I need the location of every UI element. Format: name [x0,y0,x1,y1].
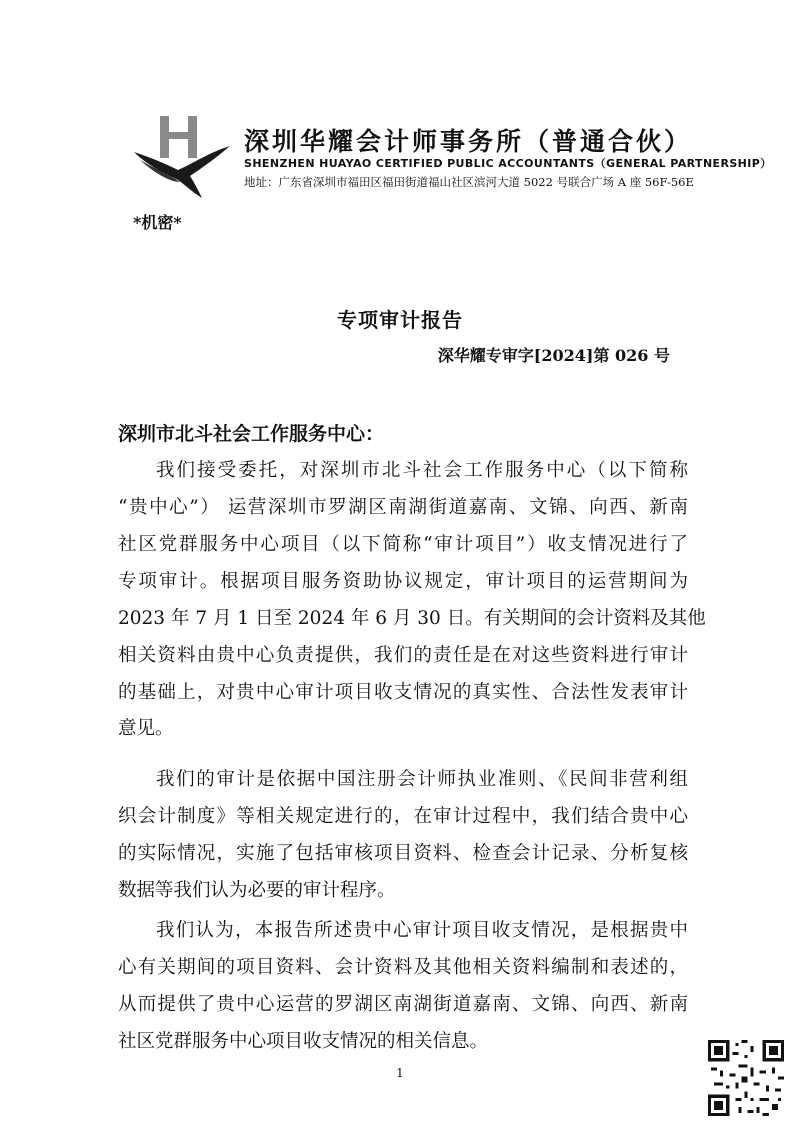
paragraph-line: 的基础上，对贵中心审计项目收支情况的真实性、合法性发表审计 [118,682,688,703]
paragraph-line: 我们接受委托，对深圳市北斗社会工作服务中心（以下简称 [156,460,688,481]
paragraph-line: 从而提供了贵中心运营的罗湖区南湖街道嘉南、文锦、向西、新南 [118,994,688,1015]
paragraph-line: 意见。 [118,718,174,739]
paragraph-line: 的实际情况，实施了包括审核项目资料、检查会计记录、分析复核 [118,843,688,864]
paragraph-line: 专项审计。根据项目服务资助协议规定，审计项目的运营期间为 [118,571,688,592]
firm-name-en: SHENZHEN HUAYAO CERTIFIED PUBLIC ACCOUNTANTS（GENERAL PARTNERSHIP） [244,157,772,170]
qr-code-icon [708,1040,784,1116]
paragraph-line: 社区党群服务中心项目收支情况的相关信息。 [118,1031,489,1052]
paragraph-line: 2023 年 7 月 1 日至 2024 年 6 月 30 日。有关期间的会计资料及其他 [118,608,706,629]
addressee: 深圳市北斗社会工作服务中心： [118,423,385,445]
firm-name-cn: 深圳华耀会计师事务所（普通合伙） [244,127,693,156]
paragraph-line: “贵中心”） 运营深圳市罗湖区南湖街道嘉南、文锦、向西、新南 [118,497,688,518]
paragraph-line: 织会计制度》等相关规定进行的，在审计过程中，我们结合贵中心 [118,806,688,827]
confidential-mark: *机密* [133,213,182,232]
page-number: 1 [396,1066,404,1080]
reference-number: 深华耀专审字[2024]第 026 号 [437,346,670,365]
paragraph-line: 心有关期间的项目资料、会计资料及其他相关资料编制和表述的， [118,957,688,978]
firm-address: 地址：广东省深圳市福田区福田街道福山社区滨河大道 5022 号联合广场 A 座 56F-56E [244,175,694,189]
paragraph-line: 我们认为，本报告所述贵中心审计项目收支情况，是根据贵中 [156,920,688,941]
paragraph-line: 数据等我们认为必要的审计程序。 [118,880,396,901]
report-title: 专项审计报告 [337,308,463,332]
paragraph-line: 相关资料由贵中心负责提供，我们的责任是在对这些资料进行审计 [118,645,688,666]
paragraph-line: 社区党群服务中心项目（以下简称“审计项目”）收支情况进行了 [118,534,688,555]
paragraph-line: 我们的审计是依据中国注册会计师执业准则、《民间非营利组 [156,769,688,790]
eagle-h-logo-icon [132,112,232,200]
